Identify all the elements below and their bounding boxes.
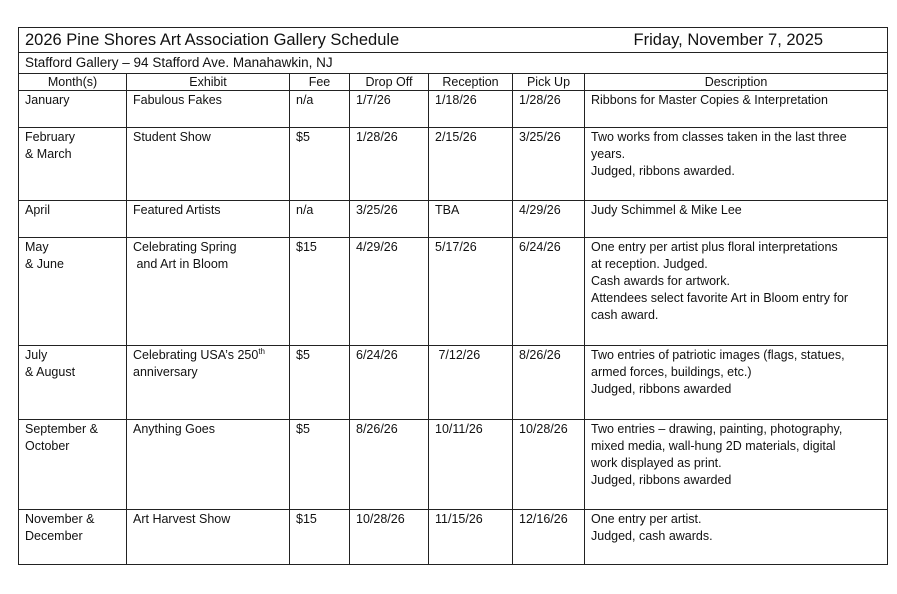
reception-cell: 5/17/26 xyxy=(429,238,513,346)
fee-cell: $5 xyxy=(290,346,350,420)
fee-cell: n/a xyxy=(290,91,350,128)
reception-cell: 2/15/26 xyxy=(429,128,513,201)
title-row xyxy=(19,28,888,53)
description-cell: Two entries – drawing, painting, photography, mixed media, wall-hung 2D materials, digital work displayed as print. Judged, ribbons awarded xyxy=(585,420,888,510)
col-header-exhibit: Exhibit xyxy=(127,74,290,91)
table-row xyxy=(19,510,888,565)
fee-cell: $15 xyxy=(290,510,350,565)
header-row xyxy=(19,74,888,91)
reception-cell: TBA xyxy=(429,201,513,238)
dropoff-cell: 10/28/26 xyxy=(350,510,429,565)
schedule-title: 2026 Pine Shores Art Association Gallery Schedule xyxy=(25,31,400,49)
dropoff-cell: 3/25/26 xyxy=(350,201,429,238)
table-row xyxy=(19,346,888,420)
exhibit-cell: Fabulous Fakes xyxy=(127,91,290,128)
exhibit-cell: Art Harvest Show xyxy=(127,510,290,565)
dropoff-cell: 1/28/26 xyxy=(350,128,429,201)
pickup-cell: 8/26/26 xyxy=(513,346,585,420)
reception-cell: 7/12/26 xyxy=(429,346,513,420)
gallery-address: Stafford Gallery – 94 Stafford Ave. Manahawkin, NJ xyxy=(19,53,888,74)
fee-cell: n/a xyxy=(290,201,350,238)
month-cell: May & June xyxy=(19,238,127,346)
table-row xyxy=(19,420,888,510)
col-header-month: Month(s) xyxy=(19,74,127,91)
pickup-cell: 10/28/26 xyxy=(513,420,585,510)
col-header-reception: Reception xyxy=(429,74,513,91)
fee-cell: $15 xyxy=(290,238,350,346)
table-row xyxy=(19,128,888,201)
table-row xyxy=(19,201,888,238)
col-header-pickup: Pick Up xyxy=(513,74,585,91)
exhibit-cell: Featured Artists xyxy=(127,201,290,238)
fee-cell: $5 xyxy=(290,128,350,201)
exhibit-cell: Celebrating USA’s 250th anniversary xyxy=(127,346,290,420)
reception-cell: 1/18/26 xyxy=(429,91,513,128)
description-cell: Two works from classes taken in the last three years. Judged, ribbons awarded. xyxy=(585,128,888,201)
dropoff-cell: 8/26/26 xyxy=(350,420,429,510)
description-cell: Ribbons for Master Copies & Interpretation xyxy=(585,91,888,128)
pickup-cell: 3/25/26 xyxy=(513,128,585,201)
schedule-sheet xyxy=(18,27,887,565)
month-cell: July & August xyxy=(19,346,127,420)
description-cell: Judy Schimmel & Mike Lee xyxy=(585,201,888,238)
pickup-cell: 12/16/26 xyxy=(513,510,585,565)
description-cell: Two entries of patriotic images (flags, statues, armed forces, buildings, etc.) Judged, ribbons awarded xyxy=(585,346,888,420)
col-header-fee: Fee xyxy=(290,74,350,91)
schedule-table xyxy=(18,27,888,565)
table-row xyxy=(19,238,888,346)
dropoff-cell: 4/29/26 xyxy=(350,238,429,346)
fee-cell: $5 xyxy=(290,420,350,510)
pickup-cell: 4/29/26 xyxy=(513,201,585,238)
exhibit-cell: Anything Goes xyxy=(127,420,290,510)
dropoff-cell: 1/7/26 xyxy=(350,91,429,128)
month-cell: September & October xyxy=(19,420,127,510)
exhibit-cell: Celebrating Spring and Art in Bloom xyxy=(127,238,290,346)
month-cell: February & March xyxy=(19,128,127,201)
dropoff-cell: 6/24/26 xyxy=(350,346,429,420)
pickup-cell: 6/24/26 xyxy=(513,238,585,346)
table-row xyxy=(19,91,888,128)
reception-cell: 11/15/26 xyxy=(429,510,513,565)
schedule-date: Friday, November 7, 2025 xyxy=(633,31,824,49)
subtitle-row xyxy=(19,53,888,74)
exhibit-cell: Student Show xyxy=(127,128,290,201)
reception-cell: 10/11/26 xyxy=(429,420,513,510)
description-cell: One entry per artist plus floral interpretations at reception. Judged. Cash awards for artwork. Attendees select favorite Art in Bloom entry for cash award. xyxy=(585,238,888,346)
title-cell xyxy=(19,28,888,53)
description-cell: One entry per artist. Judged, cash awards. xyxy=(585,510,888,565)
col-header-dropoff: Drop Off xyxy=(350,74,429,91)
month-cell: April xyxy=(19,201,127,238)
pickup-cell: 1/28/26 xyxy=(513,91,585,128)
col-header-description: Description xyxy=(585,74,888,91)
month-cell: January xyxy=(19,91,127,128)
month-cell: November & December xyxy=(19,510,127,565)
